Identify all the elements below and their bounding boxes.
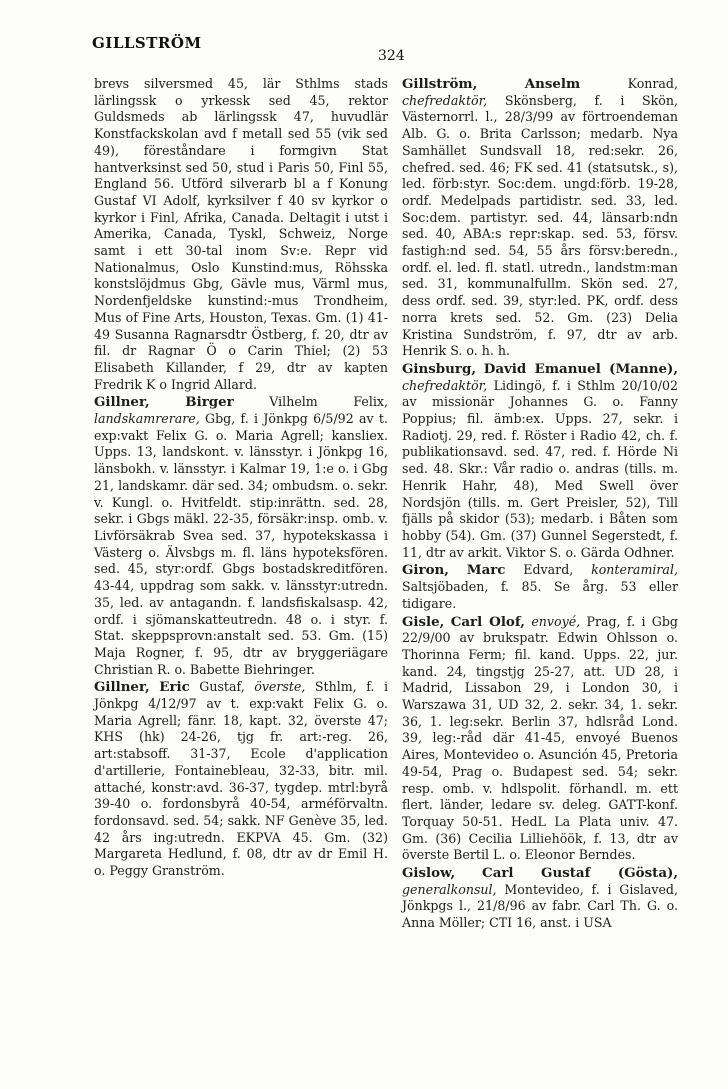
entry-first-name: David Emanuel (Manne), [483,360,678,377]
entry-body: Prag, f. i Gbg 22/9/00 av brukspatr. Edwin Ohlsson o. Thorinna Ferm; fil. kand. Upps. 22, jur. kand. 24, tingstjg 25-27, att. UD 28, i Madrid, Lissabon 29, i London 30, i Warszawa 31, UD 32, 2. sekr. 34, 1. sekr. 36, 1. leg:sekr. Berlin 37, hdlsråd Lond. 39, leg:-råd där 41-45, envoyé Buenos Aires, Montevideo o. Asunción 45, Pretoria 49-54, Prag o. Budapest sed. 54; sekr. resp. omb. v. hdlspolit. förhandl. m. ett flert. länder, ledare sv. deleg. GATT-konf. Torquay 50-51. HedL La Plata univ. 47. Gm. (36) Cecilia Lilliehöök, f. 13, dtr av överste Bertil L. o. Eleonor Berndes. [402,613,678,863]
entry-title: generalkonsul, [402,881,497,897]
entry-body: Gbg, f. i Jönkpg 6/5/92 av t. exp:vakt Felix G. o. Maria Agrell; kansliex. Upps. 13, landskont. v. länsstyr. i Jönkpg 16, länsbokh. v. länsstyr. i Kalmar 19, 1:e o. i Gbg 21, landskamr. där sed. 34; ombudsm. o. sekr. v. Kungl. o. Hvitfeldt. stip:inrättn. sed. 28, sekr. i Gbgs mäkl. 22-35, försäkr:insp. omb. v. Livförsäkrab Svea sed. 37, hypotekskassa i Västerg o. Älvsbgs m. fl. läns hypoteksfören. sed. 45, styr:ordf. Gbgs bostadskreditfören. 43-44, uppdrag som sakk. v. länsstyr:utredn. 35, led. av antagandn. f. landsfiskalsasp. 42, ordf. i sjömanskatteutredn. 48 o. i styr. f. Stat. skeppsprovn:anstalt sed. 53. Gm. (15) Maja Rogner, f. 95, dtr av bryggeriägare Christian R. o. Babette Biehringer. [94,411,388,677]
entry-title: chefredaktör, [402,92,488,108]
entry-title: envoyé, [531,613,581,629]
left-column [94,76,388,880]
entry-surname: Gisle, [402,613,445,630]
biography-entry [402,562,678,612]
entry-surname: Ginsburg, [402,360,476,377]
entry-given-names: Vilhelm Felix, [233,394,388,410]
biography-entry [94,394,388,678]
biography-entry [402,865,678,932]
entry-given-names: Gustaf, [189,679,255,695]
entry-body: Saltsjöbaden, f. 85. Se årg. 53 eller tidigare. [402,579,678,611]
entry-surname: Gillström, [402,76,478,92]
continued-entry-text: brevs silversmed 45, lär Sthlms stads lärlingssk o yrkessk sed 45, rektor Guldsmeds ab lärlingssk 47, huvudlär Konstfackskolan avd f metall sed 55 (vik sed 49), föreståndare i formgivn Stat hantverksinst sed 50, stud i Paris 50, Finl 55, England 56. Utförd silverarb bl a f Konung Gustaf VI Adolf, kyrksilver f 40 sv kyrkor o kyrkor i Finl, Afrika, Canada. Deltagit i utst i Amerika, Canada, Tyskl, Schweiz, Norge samt i ett 30-tal inom Sv:e. Repr vid Nationalmus, Oslo Kunstind:mus, Röhsska konstslöjdmus Gbg, Gävle mus, Värml mus, Nordenfjeldske kunstind:-mus Trondheim, Mus of Fine Arts, Houston, Texas. Gm. (1) 41-49 Susanna Ragnarsdtr Östberg, f. 20, dtr av fil. dr Ragnar Ö o Carin Thiel; (2) 53 Elisabeth Killander, f 29, dtr av kapten Fredrik K o Ingrid Allard. [94,76,388,392]
entry-first-name: Carl Olof, [450,613,525,630]
entry-surname: Gillner, [94,679,150,696]
entry-first-name: Carl Gustaf (Gösta), [482,865,678,882]
entry-title: chefredaktör, [402,377,488,393]
entry-body: Lidingö, f. i Sthlm 20/10/02 av missionär Johannes G. o. Fanny Poppius; fil. ämb:ex. Upps. 27, sekr. i Radiotj. 29, red. f. Röster i Radio 42, ch. f. publikationsavd. sed. 47, red. f. Hörde Ni sed. 48. Skr.: Vår radio o. andras (tills. m. Henrik Hahr, 48), Med Swell över Nordsjön (tills. m. Gert Preisler, 52), Till fjälls på skidor (53); medarb. i Båten som hobby (54). Gm. (37) Gunnel Segerstedt, f. 11, dtr av arkit. Viktor S. o. Gärda Odhner. [402,377,678,560]
entry-body: Skönsberg, f. i Skön, Västernorrl. l., 28/3/99 av förtroendeman Alb. G. o. Brita Carlsson; medarb. Nya Samhället Sundsvall 18, red:sekr. 26, chefred. sed. 46; FK sed. 41 (statsutsk., s), led. förb:styr. Soc:dem. ungd:förb. 19-28, ordf. Medelpads partidistr. sed. 33, led. Soc:dem. partistyr. sed. 44, länsarb:ndn sed. 40, ABA:s repr:skap. sed. 53, försv. fastigh:nd sed. 54, 55 års försv:beredn., ordf. el. led. fl. statl. utredn., landstm:man sed. 31, kommunalfullm. Skön sed. 27, dess ordf. sed. 39, styr:led. PK, ordf. dess norra krets sed. 52. Gm. (23) Delia Kristina Sundström, f. 97, dtr av arb. Henrik S. o. h. h. [402,92,678,359]
entry-first-name: Eric [159,679,190,696]
entry-first-name: Marc [466,562,506,579]
entry-body: Sthlm, f. i Jönkpg 4/12/97 av t. exp:vakt Felix G. o. Maria Agrell; fänr. 18, kapt. 32, överste 47; KHS (hk) 24-26, tjg fr. art:-reg. 26, art:stabsoff. 31-37, Ecole d'application d'artillerie, Fontainebleau, 32-33, bitr. mil. attaché, konstr:avd. 36-37, tygdep. mtrl:byrå 39-40 o. fordonsbyrå 40-54, arméförvaltn. fordonsavd. sed. 54; sakk. NF Genève 35, led. 42 års ing:utredn. EKPVA 45. Gm. (32) Margareta Hedlund, f. 08, dtr av dr Emil H. o. Peggy Granström. [94,679,388,879]
entry-surname: Gillner, [94,394,150,411]
entry-title: landskamrerare, [94,411,200,427]
entry-first-name: Anselm [524,76,581,92]
running-head: GILLSTRÖM [92,34,202,52]
page-number: 324 [378,48,405,64]
entry-title: överste, [254,679,306,695]
biography-entry [94,679,388,879]
biography-entry [402,614,678,865]
entry-body: Montevideo, f. i Gislaved, Jönkpgs l., 21/8/96 av fabr. Carl Th. G. o. Anna Möller; CTI 16, anst. i USA [402,881,678,931]
entry-surname: Giron, [402,562,449,579]
biography-entry [402,76,678,360]
biography-entry [402,361,678,561]
entry-title: konteramiral, [591,562,678,578]
right-column [402,76,678,932]
entry-given-names: Edvard, [505,562,592,578]
entry-surname: Gislow, [402,865,456,882]
entry-given-names: Konrad, [580,76,678,91]
entry-first-name: Birger [185,394,234,411]
